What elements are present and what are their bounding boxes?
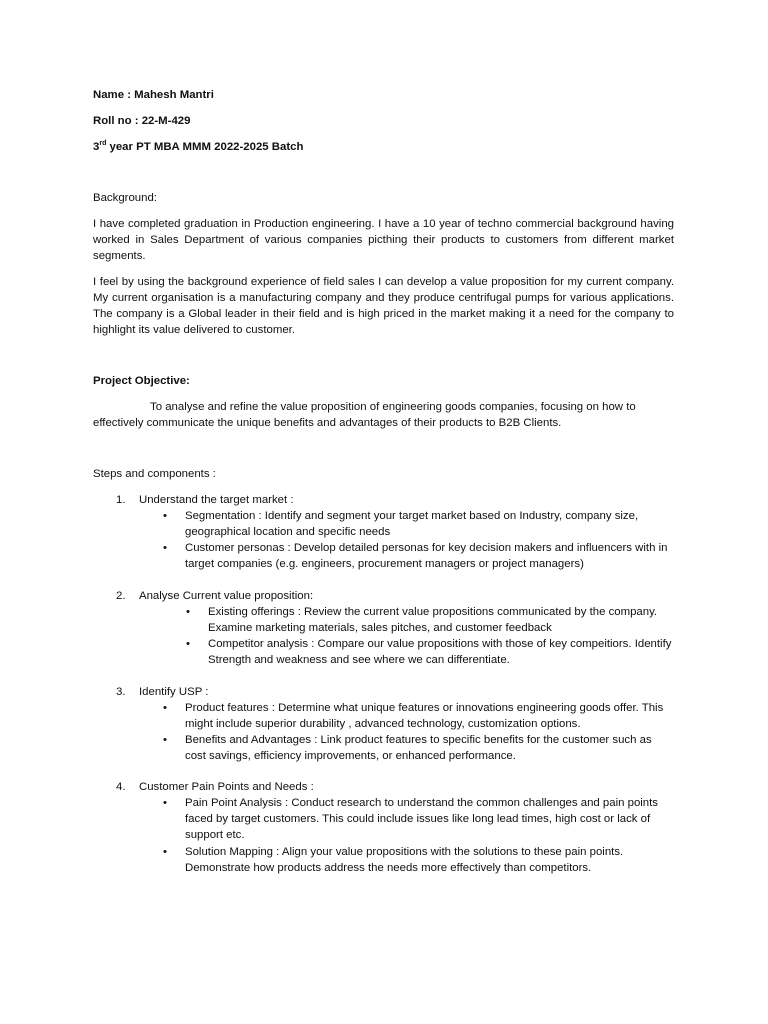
background-heading: Background: [93,192,157,204]
step-title: Understand the target market : [139,494,294,506]
batch-text: year PT MBA MMM 2022-2025 Batch [106,141,304,153]
list-item: Benefits and Advantages : Link product features to specific benefits for the customer such as cost savings, efficiency improvements, or enhanced performance. [185,734,652,762]
list-item: Pain Point Analysis : Conduct research to understand the common challenges and pain points faced by target customers. This could include issues like long lead times, high cost or lack of support etc. [185,797,659,841]
bullet-icon: • [186,638,190,650]
background-paragraph-2: I feel by using the background experience of field sales I can develop a value proposition for my current company. My current organisation is a manufacturing company and they produce centrifugal pumps for various applications. The company is a Global leader in their field and is high priced in the market making it a need for the company to highlight its value delivered to customer. [93,276,674,336]
batch-line [93,139,303,155]
step-number: 1. [116,494,126,506]
bullet-icon: • [163,702,167,714]
bullet-icon: • [163,846,167,858]
list-item: Existing offerings : Review the current value propositions communicated by the company. Examine marketing materials, sales pitches, and customer feedback [208,606,658,634]
step-title: Identify USP : [139,686,209,698]
background-paragraph-1: I have completed graduation in Production engineering. I have a 10 year of techno commercial background having worked in Sales Department of various companies picthing their products to customers from different market segments. [93,218,674,262]
step-title: Analyse Current value proposition: [139,590,314,602]
list-item: Competitor analysis : Compare our value propositions with those of key compeitiors. Identify Strength and weakness and see where we can differentiate. [208,638,672,666]
bullet-icon: • [163,510,167,522]
steps-heading: Steps and components : [93,468,216,480]
step-title: Customer Pain Points and Needs : [139,781,314,793]
roll-number: Roll no : 22-M-429 [93,115,191,127]
objective-heading: Project Objective: [93,375,190,387]
year-number: 3 [93,141,100,153]
step-number: 2. [116,590,126,602]
bullet-icon: • [163,734,167,746]
year-ordinal-suffix: rd [99,140,107,148]
bullet-icon: • [186,606,190,618]
list-item: Solution Mapping : Align your value propositions with the solutions to these pain points. Demonstrate how products address the needs more effectively than competitors. [185,846,624,874]
objective-text: To analyse and refine the value proposition of engineering goods companies, focusing on how to effectively communicate the unique benefits and advantages of their products to B2B Clients. [93,401,636,429]
list-item: Product features : Determine what unique features or innovations engineering goods offer. This might include superior durability , advanced technology, customization options. [185,702,664,730]
bullet-icon: • [163,797,167,809]
step-number: 4. [116,781,126,793]
step-number: 3. [116,686,126,698]
list-item: Customer personas : Develop detailed personas for key decision makers and influencers with in target companies (e.g. engineers, procurement managers or project managers) [185,542,668,570]
list-item: Segmentation : Identify and segment your target market based on Industry, company size, geographical location and specific needs [185,510,639,538]
bullet-icon: • [163,542,167,554]
student-name: Name : Mahesh Mantri [93,89,214,101]
